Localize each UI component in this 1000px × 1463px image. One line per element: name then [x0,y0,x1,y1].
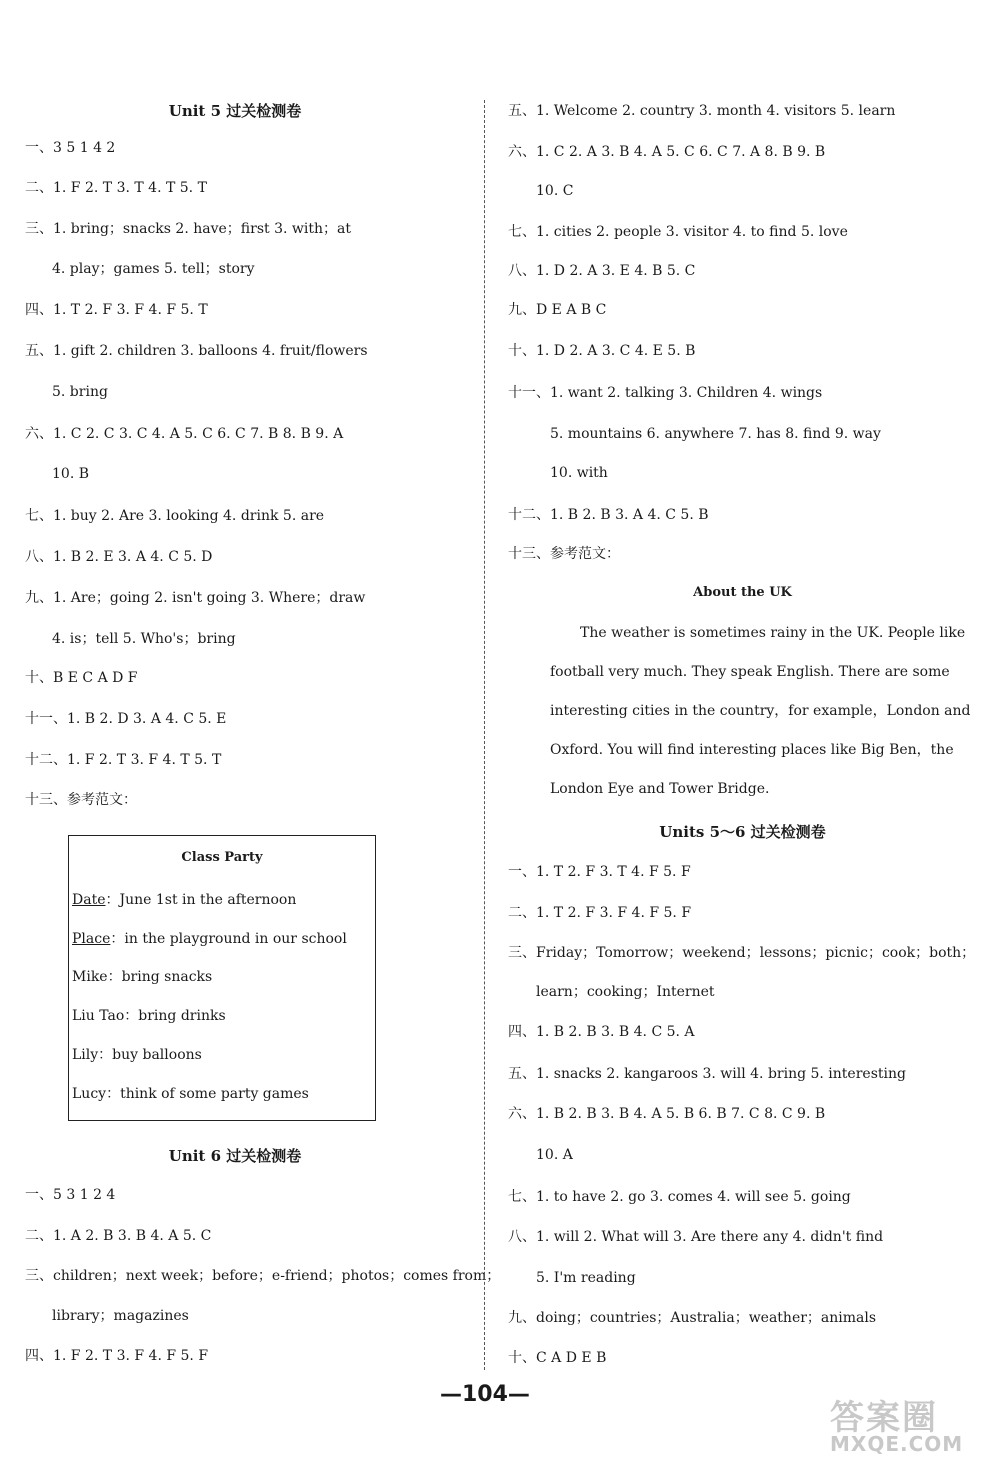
answer-line: 九、1. Are；going 2. isn't going 3. Where；draw [25,590,366,606]
page-number: —104— [440,1382,530,1407]
answer-line: 五、1. snacks 2. kangaroos 3. will 4. bring 5. interesting [508,1066,906,1082]
answer-line: 二、1. T 2. F 3. F 4. F 5. F [508,905,692,921]
answer-line: 5. I'm reading [536,1270,636,1286]
answer-line: 10. A [536,1147,573,1163]
answer-line: 10. C [536,183,574,199]
answer-line: 十一、1. want 2. talking 3. Children 4. wings [508,385,823,401]
place-value: ：in the playground in our school [110,931,347,947]
answer-line: 4. is；tell 5. Who's；bring [52,631,236,647]
answer-line: 十二、1. F 2. T 3. F 4. T 5. T [25,752,222,768]
place-label: Place [72,931,111,947]
answer-line: 二、1. A 2. B 3. B 4. A 5. C [25,1228,212,1244]
answer-line: learn；cooking；Internet [536,984,715,1000]
answer-line: 十三、参考范文： [25,792,137,808]
answer-line: 八、1. B 2. E 3. A 4. C 5. D [25,549,213,565]
date-value: ：June 1st in the afternoon [105,892,297,908]
essay-line: The weather is sometimes rainy in the UK. People like [580,625,966,641]
answer-line: 六、1. C 2. A 3. B 4. A 5. C 6. C 7. A 8. B 9. B [508,144,826,160]
answer-line: 三、1. bring；snacks 2. have；first 3. with；at [25,221,351,237]
watermark-url: MXQE.COM [830,1432,964,1456]
answer-line: 十、1. D 2. A 3. C 4. E 5. B [508,343,696,359]
answer-line: 九、doing；countries；Australia；weather；animals [508,1310,877,1326]
answer-line: 六、1. C 2. C 3. C 4. A 5. C 6. C 7. B 8. B 9. A [25,426,344,442]
answer-line: 十二、1. B 2. B 3. A 4. C 5. B [508,507,709,523]
box-line-place [72,929,347,949]
answer-line: 5. mountains 6. anywhere 7. has 8. find 9. way [550,426,881,442]
box-line: Lucy：think of some party games [72,1086,309,1102]
answer-line: 10. with [550,465,608,481]
answer-line: 四、1. B 2. B 3. B 4. C 5. A [508,1024,695,1040]
answer-line: 七、1. to have 2. go 3. comes 4. will see 5. going [508,1189,851,1205]
box-line: Lily：buy balloons [72,1047,202,1063]
date-label: Date [72,892,106,908]
answer-line: 一、1. T 2. F 3. T 4. F 5. F [508,864,691,880]
section-title-unit6: Unit 6 过关检测卷 [168,1147,302,1165]
answer-line: 六、1. B 2. B 3. B 4. A 5. B 6. B 7. C 8. C 9. B [508,1106,826,1122]
answer-line: 十三、参考范文： [508,546,620,562]
box-title: Class Party [181,850,263,865]
essay-line: London Eye and Tower Bridge. [550,781,770,797]
answer-line: 四、1. T 2. F 3. F 4. F 5. T [25,302,208,318]
answer-line: 5. bring [52,384,108,400]
answer-line: 八、1. D 2. A 3. E 4. B 5. C [508,263,696,279]
answer-line: 4. play；games 5. tell；story [52,261,255,277]
answer-line: 十、B E C A D F [25,670,138,686]
essay-line: Oxford. You will find interesting places like Big Ben，the [550,742,954,758]
answer-line: 九、D E A B C [508,302,607,318]
class-party-box [68,835,376,1121]
section-title-unit5: Unit 5 过关检测卷 [168,102,302,120]
box-line: Liu Tao：bring drinks [72,1008,226,1024]
answer-line: 七、1. buy 2. Are 3. looking 4. drink 5. are [25,508,325,524]
essay-line: interesting cities in the country，for example，London and [550,703,971,719]
answer-line: 五、1. gift 2. children 3. balloons 4. fruit/flowers [25,343,368,359]
answer-line: 三、Friday；Tomorrow；weekend；lessons；picnic；cook；both； [508,945,976,961]
answer-line: 一、3 5 1 4 2 [25,140,116,156]
answer-line: 三、children；next week；before；e-friend；photos；comes from； [25,1268,501,1284]
essay-line: football very much. They speak English. There are some [550,664,950,680]
watermark-logo: 答案圈 [830,1398,938,1438]
box-line: Mike：bring snacks [72,969,213,985]
answer-line: 七、1. cities 2. people 3. visitor 4. to find 5. love [508,224,848,240]
answer-line: 五、1. Welcome 2. country 3. month 4. visitors 5. learn [508,103,896,119]
answer-line: 四、1. F 2. T 3. F 4. F 5. F [25,1348,209,1364]
answer-line: 一、5 3 1 2 4 [25,1187,116,1203]
section-title-units5-6: Units 5～6 过关检测卷 [659,823,826,841]
answer-line: 八、1. will 2. What will 3. Are there any 4. didn't find [508,1229,884,1245]
essay-title: About the UK [693,585,792,600]
answer-line: 十、C A D E B [508,1350,607,1366]
answer-line: 二、1. F 2. T 3. T 4. T 5. T [25,180,207,196]
column-divider [484,100,485,1370]
answer-line: 10. B [52,466,90,482]
answer-line: library；magazines [52,1308,189,1324]
box-line-date [72,890,296,910]
answer-line: 十一、1. B 2. D 3. A 4. C 5. E [25,711,227,727]
